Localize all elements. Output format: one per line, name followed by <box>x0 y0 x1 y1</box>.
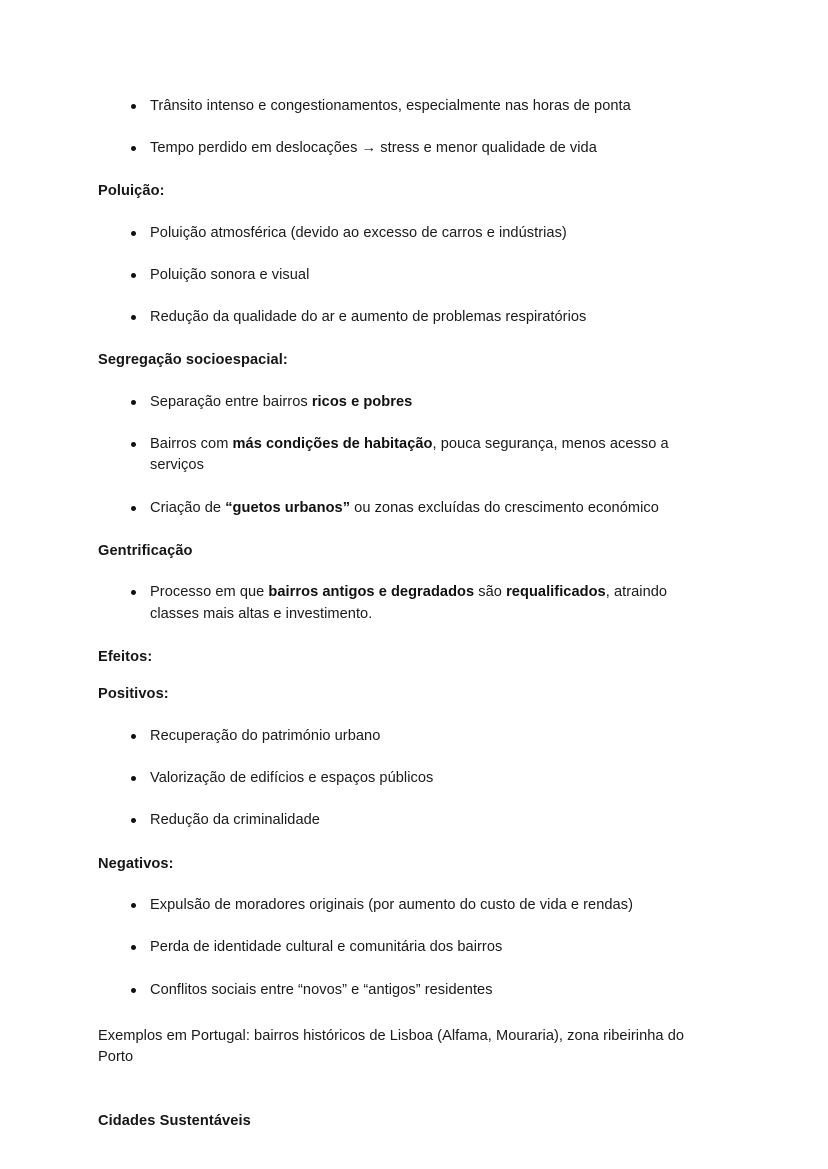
bullet-list-negativos <box>98 895 710 1000</box>
list-item <box>98 434 710 476</box>
list-item <box>98 96 710 117</box>
section-spacer <box>98 1069 710 1089</box>
section-heading-negativos: Negativos: <box>98 855 174 872</box>
list-item-text: Trânsito intenso e congestionamentos, especialmente nas horas de ponta <box>150 98 631 114</box>
section-heading-positivos: Positivos: <box>98 686 169 703</box>
section-heading-gentrificacao: Gentrificação <box>98 542 193 559</box>
section-heading-cidades-sustentaveis: Cidades Sustentáveis <box>98 1112 251 1129</box>
bullet-list-segregacao <box>98 392 710 519</box>
list-item-text: Separação entre bairros <box>150 394 312 411</box>
list-item-text: Valorização de edifícios e espaços públicos <box>150 770 434 787</box>
list-item-text: Tempo perdido em deslocações → stress e menor qualidade de vida <box>150 140 597 157</box>
document-body <box>98 96 710 1131</box>
list-item-text: Redução da qualidade do ar e aumento de problemas respiratórios <box>150 309 587 326</box>
bullet-list-poluicao <box>98 223 710 328</box>
list-item-text: Expulsão de moradores originais (por aumento do custo de vida e rendas) <box>150 897 633 914</box>
list-item-text: Criação de <box>150 499 226 516</box>
list-item-text: Recuperação do património urbano <box>150 728 381 745</box>
list-item-text: Perda de identidade cultural e comunitária dos bairros <box>150 939 503 956</box>
list-item <box>98 138 710 159</box>
list-item <box>98 937 710 958</box>
list-item <box>98 265 710 286</box>
list-item-emphasis: bairros antigos e degradados <box>268 584 475 601</box>
list-item <box>98 498 710 519</box>
list-item <box>98 223 710 244</box>
list-item <box>98 768 710 789</box>
section-heading-segregacao: Segregação socioespacial: <box>98 352 288 369</box>
list-item <box>98 810 710 831</box>
bullet-list-positivos <box>98 726 710 831</box>
list-item-text: Redução da criminalidade <box>150 812 320 829</box>
list-item-text: Poluição atmosférica (devido ao excesso de carros e indústrias) <box>150 225 567 241</box>
list-item <box>98 895 710 916</box>
section-heading-poluicao: Poluição: <box>98 183 165 200</box>
list-item-emphasis: ricos e pobres <box>311 394 413 411</box>
list-item-text: Conflitos sociais entre “novos” e “antigos” residentes <box>150 981 493 998</box>
bullet-list-gentrificacao <box>98 582 710 624</box>
list-item <box>98 980 710 1001</box>
examples-paragraph: Exemplos em Portugal: bairros históricos de Lisboa (Alfama, Mouraria), zona ribeirinha do Porto <box>98 1027 685 1066</box>
list-item <box>98 582 710 624</box>
list-item-text: Poluição sonora e visual <box>150 267 310 284</box>
list-item-text-mid: são <box>474 584 507 601</box>
list-item <box>98 392 710 413</box>
list-item-text-tail: , pouca segurança, menos acesso a serviços <box>150 436 669 474</box>
list-item-emphasis: “guetos urbanos” <box>225 499 351 516</box>
section-heading-efeitos: Efeitos: <box>98 648 153 665</box>
list-item-text: Bairros com <box>150 436 233 453</box>
list-item-text-tail: , atraindo classes mais altas e investimento. <box>150 584 668 622</box>
bullet-list-mobility-problems <box>98 96 710 159</box>
list-item-text-tail: ou zonas excluídas do crescimento económico <box>350 499 659 516</box>
list-item-emphasis: más condições de habitação <box>232 436 433 453</box>
list-item-emphasis-2: requalificados <box>506 584 606 601</box>
list-item <box>98 307 710 328</box>
list-item-text: Processo em que <box>150 584 269 601</box>
list-item <box>98 726 710 747</box>
